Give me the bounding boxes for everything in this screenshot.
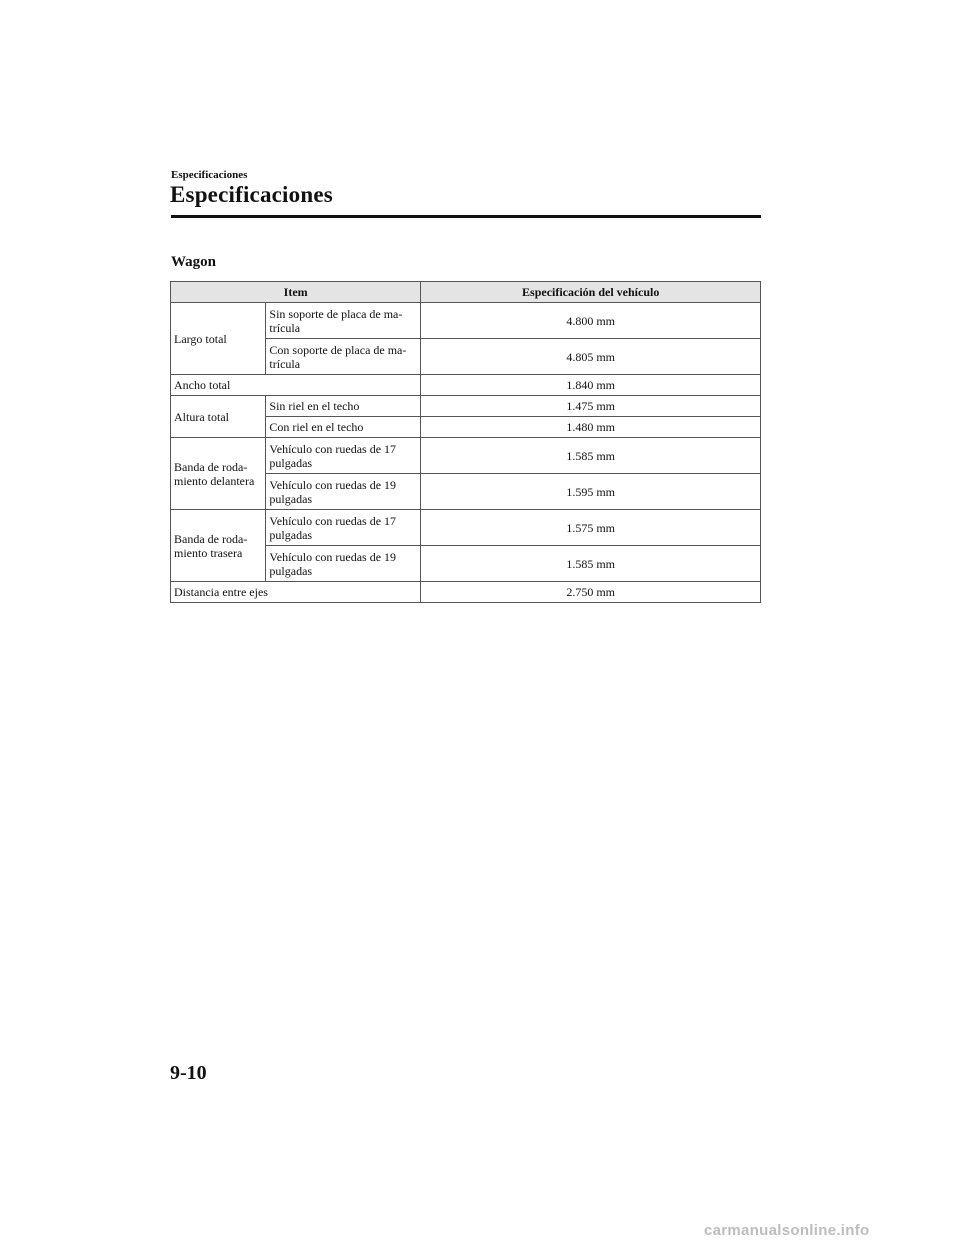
row-item-label: Altura total: [171, 396, 266, 438]
title-divider: [171, 215, 761, 218]
row-sub-label: Vehículo con ruedas de 17 pulgadas: [266, 438, 421, 474]
row-item-label: Distancia entre ejes: [171, 582, 421, 603]
row-sub-label: Con riel en el techo: [266, 417, 421, 438]
row-item-label: Banda de roda- miento trasera: [171, 510, 266, 582]
row-item-label: Banda de roda- miento delantera: [171, 438, 266, 510]
row-sub-label: Vehículo con ruedas de 17 pulgadas: [266, 510, 421, 546]
row-value: 1.585 mm: [421, 546, 761, 582]
watermark[interactable]: carmanualsonline.info: [704, 1222, 870, 1239]
row-value: 1.840 mm: [421, 375, 761, 396]
row-value: 2.750 mm: [421, 582, 761, 603]
row-item-label: Ancho total: [171, 375, 421, 396]
spec-table: [170, 281, 761, 603]
breadcrumb: Especificaciones: [171, 169, 248, 181]
row-value: 1.475 mm: [421, 396, 761, 417]
table-row: [171, 396, 761, 417]
table-header-row: [171, 282, 761, 303]
column-header-spec: Especificación del vehículo: [421, 282, 761, 303]
column-header-item: Item: [171, 282, 421, 303]
page-number: 9-10: [170, 1062, 207, 1084]
row-sub-label: Vehículo con ruedas de 19 pulgadas: [266, 546, 421, 582]
row-value: 1.585 mm: [421, 438, 761, 474]
row-value: 1.480 mm: [421, 417, 761, 438]
row-sub-label: Sin riel en el techo: [266, 396, 421, 417]
row-sub-label: Vehículo con ruedas de 19 pulgadas: [266, 474, 421, 510]
row-value: 4.805 mm: [421, 339, 761, 375]
row-sub-label: Con soporte de placa de ma- trícula: [266, 339, 421, 375]
page-title: Especificaciones: [170, 182, 333, 207]
row-value: 1.595 mm: [421, 474, 761, 510]
row-value: 4.800 mm: [421, 303, 761, 339]
row-sub-label: Sin soporte de placa de ma- trícula: [266, 303, 421, 339]
table-row: [171, 375, 761, 396]
table-row: [171, 438, 761, 474]
table-row: [171, 582, 761, 603]
section-heading: Wagon: [171, 254, 217, 270]
row-item-label: Largo total: [171, 303, 266, 375]
table-row: [171, 303, 761, 339]
row-value: 1.575 mm: [421, 510, 761, 546]
table-row: [171, 510, 761, 546]
